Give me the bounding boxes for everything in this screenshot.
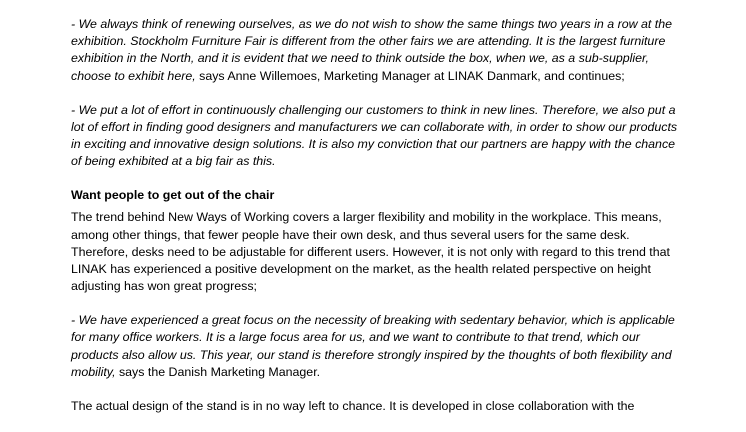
quote-attribution: says the Danish Marketing Manager. — [115, 364, 321, 379]
quote-paragraph-2 — [71, 102, 681, 171]
quote-text: - We always think of renewing ourselves, as we do not wish to show the same things two years in a row at the exhibition. Stockholm Furniture Fair is different from the other fairs we are attending. It is the largest furniture exhibition in the North, and it is evident that we need to think outside the box, when we, as a sub-supplier, choose to exhibit here, — [71, 17, 673, 83]
document-page — [71, 16, 681, 432]
quote-text: - We put a lot of effort in continuously challenging our customers to think in new lines. Therefore, we also put a lot of effort in finding good designers and manufacturers we can collaborate with, in order to show our products in exciting and innovative design solutions. It is also my conviction that our partners are happy with the chance of being exhibited at a big fair as this. — [71, 102, 678, 169]
body-paragraph-2: The actual design of the stand is in no way left to chance. It is developed in close collaboration with the — [71, 398, 635, 413]
quote-paragraph-3 — [71, 312, 681, 381]
quote-attribution: says Anne Willemoes, Marketing Manager at LINAK Danmark, and continues; — [195, 68, 625, 83]
quote-paragraph-1 — [71, 16, 681, 85]
quote-text: - We have experienced a great focus on the necessity of breaking with sedentary behavior, which is applicable for many office workers. It is a large focus area for us, and we want to contribute to that trend, which our products also allow us. This year, our stand is therefore strongly inspired by the thoughts of both flexibility and mobility, — [71, 313, 675, 379]
body-paragraph-1: The trend behind New Ways of Working covers a larger flexibility and mobility in the workplace. This means, among other things, that fewer people have their own desk, and thus several users for the same desk. Therefore, desks need to be adjustable for different users. However, it is not only with regard to this trend that LINAK has experienced a positive development on the market, as the health related perspective on height adjusting has won great progress; — [71, 210, 670, 294]
section-heading: Want people to get out of the chair — [71, 188, 275, 203]
